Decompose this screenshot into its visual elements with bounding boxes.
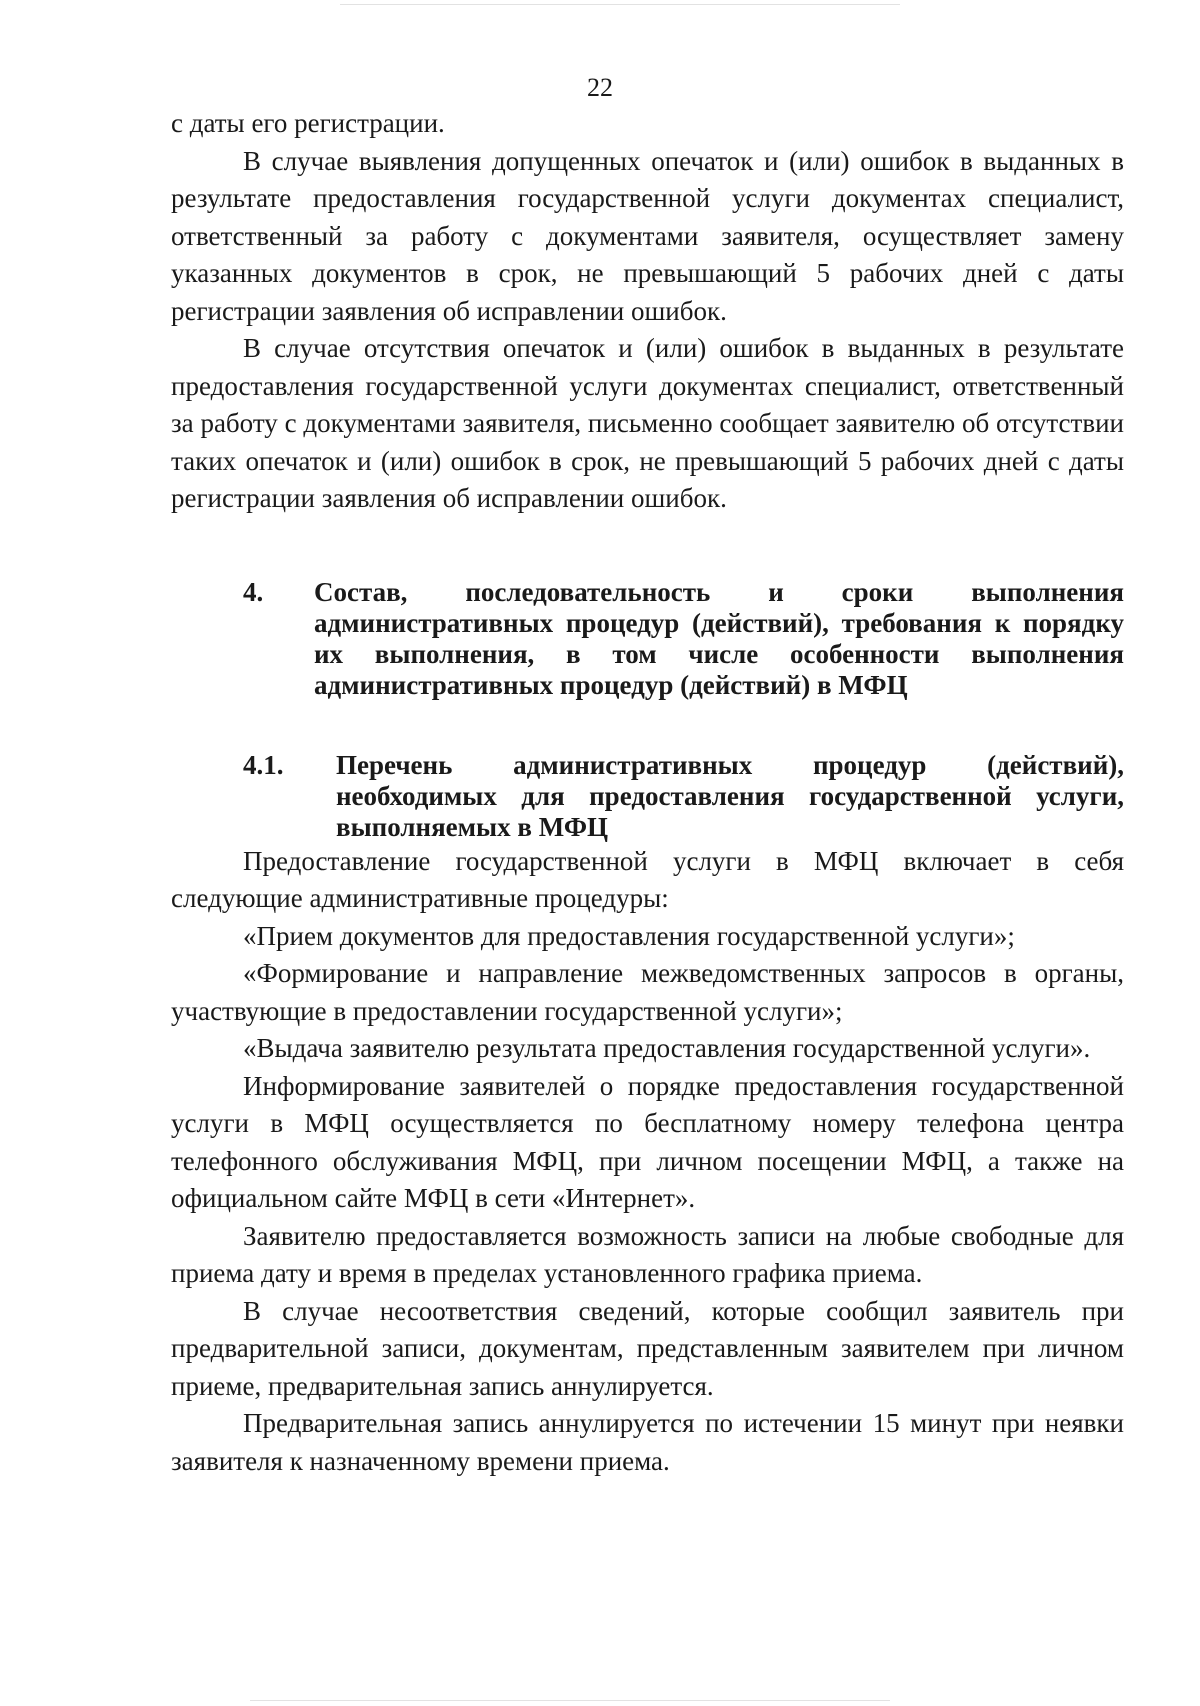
- scan-artifact-top: [340, 4, 900, 5]
- paragraph: Информирование заявителей о порядке предоставления государственной услуги в МФЦ осуществляется по бесплатному номеру телефона центра телефонного обслуживания МФЦ, при личном посещении МФЦ, а также на официальном сайте МФЦ в сети «Интернет».: [171, 1070, 1124, 1213]
- list-item: «Формирование и направление межведомственных запросов в органы, участвующие в предоставлении государственной услуги»;: [171, 958, 1124, 1026]
- paragraph: В случае отсутствия опечаток и (или) ошибок в выданных в результате предоставления государственной услуги документах специалист, ответственный за работу с документами заявителя, письменно сообщает заявителю об отсутствии таких опечаток и (или) ошибок в срок, не превышающий 5 рабочих дней с даты регистрации заявления об исправлении ошибок.: [171, 333, 1124, 513]
- list-item: «Прием документов для предоставления государственной услуги»;: [243, 920, 1015, 951]
- paragraph: Заявителю предоставляется возможность записи на любые свободные для приема дату и время в пределах установленного графика приема.: [171, 1220, 1124, 1288]
- list-item: «Выдача заявителю результата предоставления государственной услуги».: [243, 1033, 1091, 1063]
- page-number: 22: [587, 73, 613, 102]
- paragraph: Предварительная запись аннулируется по истечении 15 минут при неявки заявителя к назначенному времени приема.: [171, 1408, 1124, 1476]
- scan-artifact-bottom: [250, 1700, 890, 1701]
- paragraph: Предоставление государственной услуги в МФЦ включает в себя следующие административные процедуры:: [171, 845, 1124, 913]
- section-title: Перечень административных процедур (действий), необходимых для предоставления государственной услуги, выполняемых в МФЦ: [336, 749, 1124, 842]
- paragraph: В случае выявления допущенных опечаток и (или) ошибок в выданных в результате предоставления государственной услуги документах специалист, ответственный за работу с документами заявителя, осуществляет замену указанных документов в срок, не превышающий 5 рабочих дней с даты регистрации заявления об исправлении ошибок.: [171, 145, 1124, 326]
- section-title: Состав, последовательность и сроки выполнения административных процедур (действий), требования к порядку их выполнения, в том числе особенности выполнения административных процедур (действий) в МФЦ: [314, 576, 1124, 700]
- section-number: 4.: [243, 576, 264, 607]
- section-number: 4.1.: [243, 749, 284, 780]
- section-heading-4-1: [171, 750, 1124, 843]
- section-heading-4: [171, 577, 1124, 701]
- paragraph: с даты его регистрации.: [171, 108, 445, 138]
- document-body: [171, 105, 1124, 1480]
- paragraph: В случае несоответствия сведений, которые сообщил заявитель при предварительной записи, документам, представленным заявителем при личном приеме, предварительная запись аннулируется.: [171, 1295, 1124, 1401]
